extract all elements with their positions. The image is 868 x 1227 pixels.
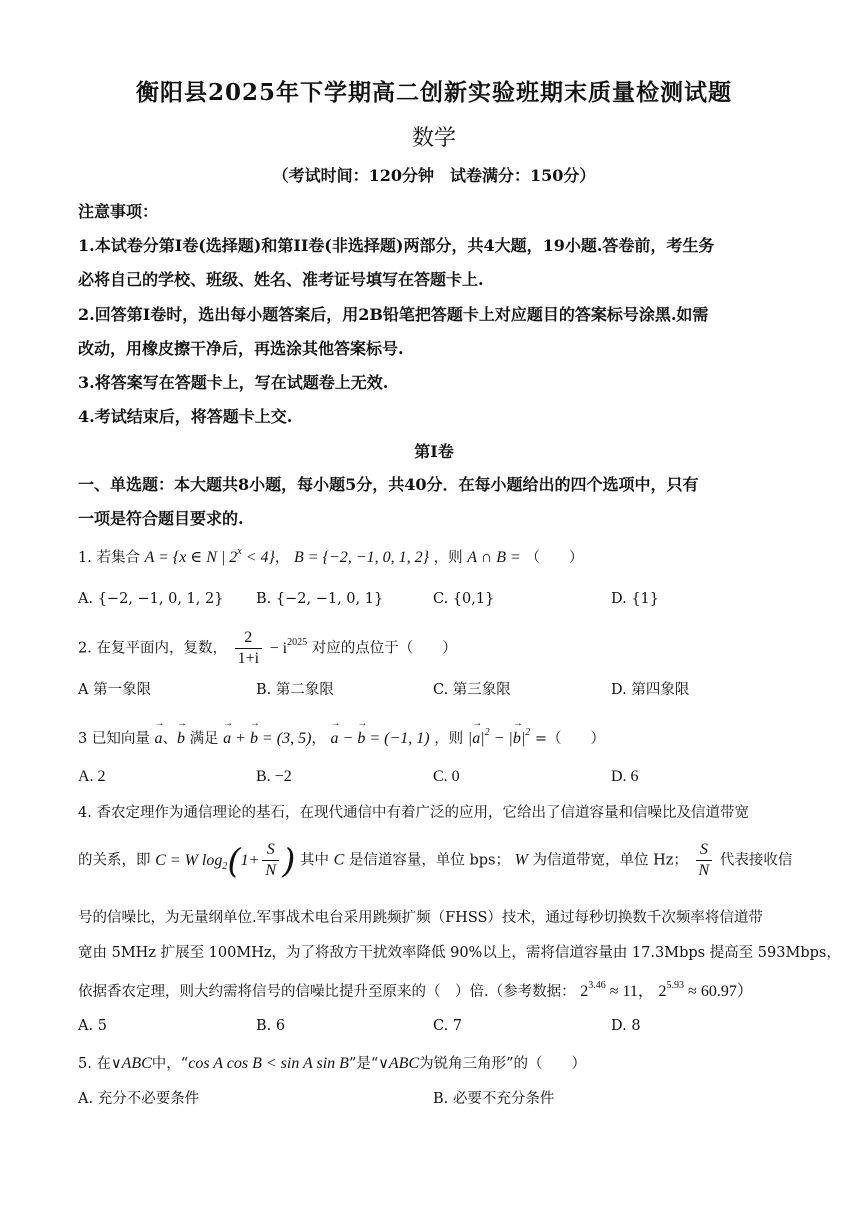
reference-value-2: $2^{5.93} \approx 60.97$） [658,980,753,1000]
option-a: A. {−2, −1, 0, 1, 2} [78,591,224,607]
separator: 、 [162,731,177,747]
reference-value-1: $2^{3.46} \approx 11$， [580,980,654,1000]
question-text: 为锐角三角形”的（ ） [419,1056,587,1072]
question-3: 3 已知向量 → a、→ b 满足 → a + → b = (3, 5)， → a − → b = (−1, 1) ，则 |→ $a|^2$ − |→ $b|^2$ =（ ） [78,727,605,748]
option-d: D. 8 [611,1018,641,1034]
exam-info: （考试时间：120分钟 试卷满分：150分） [272,166,596,185]
question-text: 其中 [299,852,329,869]
symbol-c: C [333,851,345,869]
formula-shannon: C = W $\log_2(1+$ $\frac{S}{N}$ ) [155,840,296,881]
math-norm-expression: |→ $a|^2$ − |→ $b|^2$ [468,730,530,747]
note-2-line-1: 2.回答第I卷时，选出每小题答案后，用2B铅笔把答题卡上对应题目的答案标号涂黑.如需 [78,305,709,324]
question-text: 已知向量 [91,731,150,747]
question-text: 的关系，即 [78,852,151,869]
volume-heading: 第I卷 [414,442,454,461]
section-1-line-1: 一、单选题：本大题共8小题，每小题5分，共40分．在每小题给出的四个选项中，只有 [78,475,699,494]
symbol-w: W [514,851,528,869]
question-number: 2. [78,640,92,657]
option-b: B. 第二象限 [256,682,334,698]
fraction: $\frac{2}{1+i}$ [235,628,262,669]
option-c: C. {0,1} [433,591,495,607]
note-4: 4.考试结束后，将答题卡上交. [78,407,293,426]
note-1-line-1: 1.本试卷分第I卷(选择题)和第II卷(非选择题)两部分，共4大题，19小题.答卷前，考生务 [78,236,715,255]
note-3: 3.将答案写在答题卡上，写在试题卷上无效. [78,373,389,392]
option-a: A. 2 [78,768,106,785]
page-title: 衡阳县2025年下学期高二创新实验班期末质量检测试题 [135,79,732,106]
question-text: 在∨ [96,1056,122,1072]
option-b: B. {−2, −1, 0, 1} [256,591,384,607]
question-4-line-3: 号的信噪比，为无量纲单位.军事战术电台采用跳频扩频（FHSS）技术，通过每秒切换数千次频率将信道带 [78,910,763,926]
question-5 [78,1052,586,1073]
question-text: ，则 [433,550,463,566]
question-text: 中，“ [151,1056,189,1072]
option-d: D. 第四象限 [611,682,690,698]
question-number: 5. [78,1056,92,1072]
math-diff: → a − → b = (−1, 1) [331,730,430,747]
answer-paren: （ ） [525,550,584,566]
option-b: B. 6 [256,1018,286,1034]
section-1-line-2: 一项是符合题目要求的. [78,509,244,528]
option-a: A 第一象限 [78,682,152,698]
question-4-line-4: 宽由 5MHz 扩展至 100MHz，为了将敌方干扰效率降低 90%以上，需将信道容量由 17.3Mbps 提高至 593Mbps， [78,945,841,961]
subject-heading: 数学 [411,126,456,151]
question-number: 3 [78,731,88,747]
question-4-line-5 [78,978,753,1001]
note-2-line-2: 改动，用橡皮擦干净后，再选涂其他答案标号. [78,339,404,358]
question-text: 为信道带宽，单位 Hz； [532,852,688,869]
question-text: 若集合 [96,550,140,566]
question-text: 满足 [189,731,219,747]
option-c: C. 第三象限 [433,682,511,698]
symbol-abc: ABC [121,1055,152,1072]
math-sum: → a + → b = (3, 5) [223,730,311,747]
note-1-line-2: 必将自己的学校、班级、姓名、准考证号填写在答题卡上. [78,270,484,289]
option-a: A. 充分不必要条件 [78,1091,200,1107]
question-text: 是信道容量，单位 bps； [348,852,510,869]
option-b: B. −2 [256,768,292,785]
question-4-line-1: 4. 香农定理作为通信理论的基石，在现代通信中有着广泛的应用，它给出了信道容量和信噪比及信道带宽 [78,805,749,821]
option-c: C. 7 [433,1018,463,1034]
question-text: 代表接收信 [719,852,793,869]
symbol-abc: ABC [388,1055,420,1072]
notes-heading: 注意事项： [78,202,159,221]
option-c: C. 0 [433,768,460,785]
math-expression: − $i^{2025}$ [269,636,308,657]
question-4-line-2 [78,840,792,881]
math-condition: cos A cos B < sin A sin B [188,1055,349,1072]
question-text: 依据香农定理，则大约需将信号的信噪比提升至原来的（ ）倍.（参考数据： [78,984,576,1000]
vector-a: → a [154,730,162,748]
question-text: ”是“∨ [348,1056,389,1072]
question-text: ，则 [434,731,464,747]
question-text: 对应的点位于（ ） [311,640,457,657]
math-set-a: A = {x ∈ N | $2^x < 4$} [144,546,275,566]
answer-paren: =（ ） [534,731,605,747]
math-set-b: B = {−2, −1, 0, 1, 2} [294,549,429,566]
option-d: D. {1} [611,591,660,607]
option-d: D. 6 [611,768,639,785]
option-b: B. 必要不充分条件 [433,1091,555,1107]
math-expression: A ∩ B = [467,549,521,566]
option-a: A. 5 [78,1018,107,1034]
fraction-s-n: $\frac{S}{N}$ [696,840,713,881]
question-2 [78,628,457,669]
vector-b: → b [177,730,185,748]
question-text: 在复平面内，复数， [96,640,227,657]
question-1: 1. 若集合 A = {x ∈ N | $2^x < 4$}， B = {−2, −1, 0, 1, 2} ，则 A ∩ B = （ ） [78,546,584,566]
question-number: 1. [78,550,92,566]
